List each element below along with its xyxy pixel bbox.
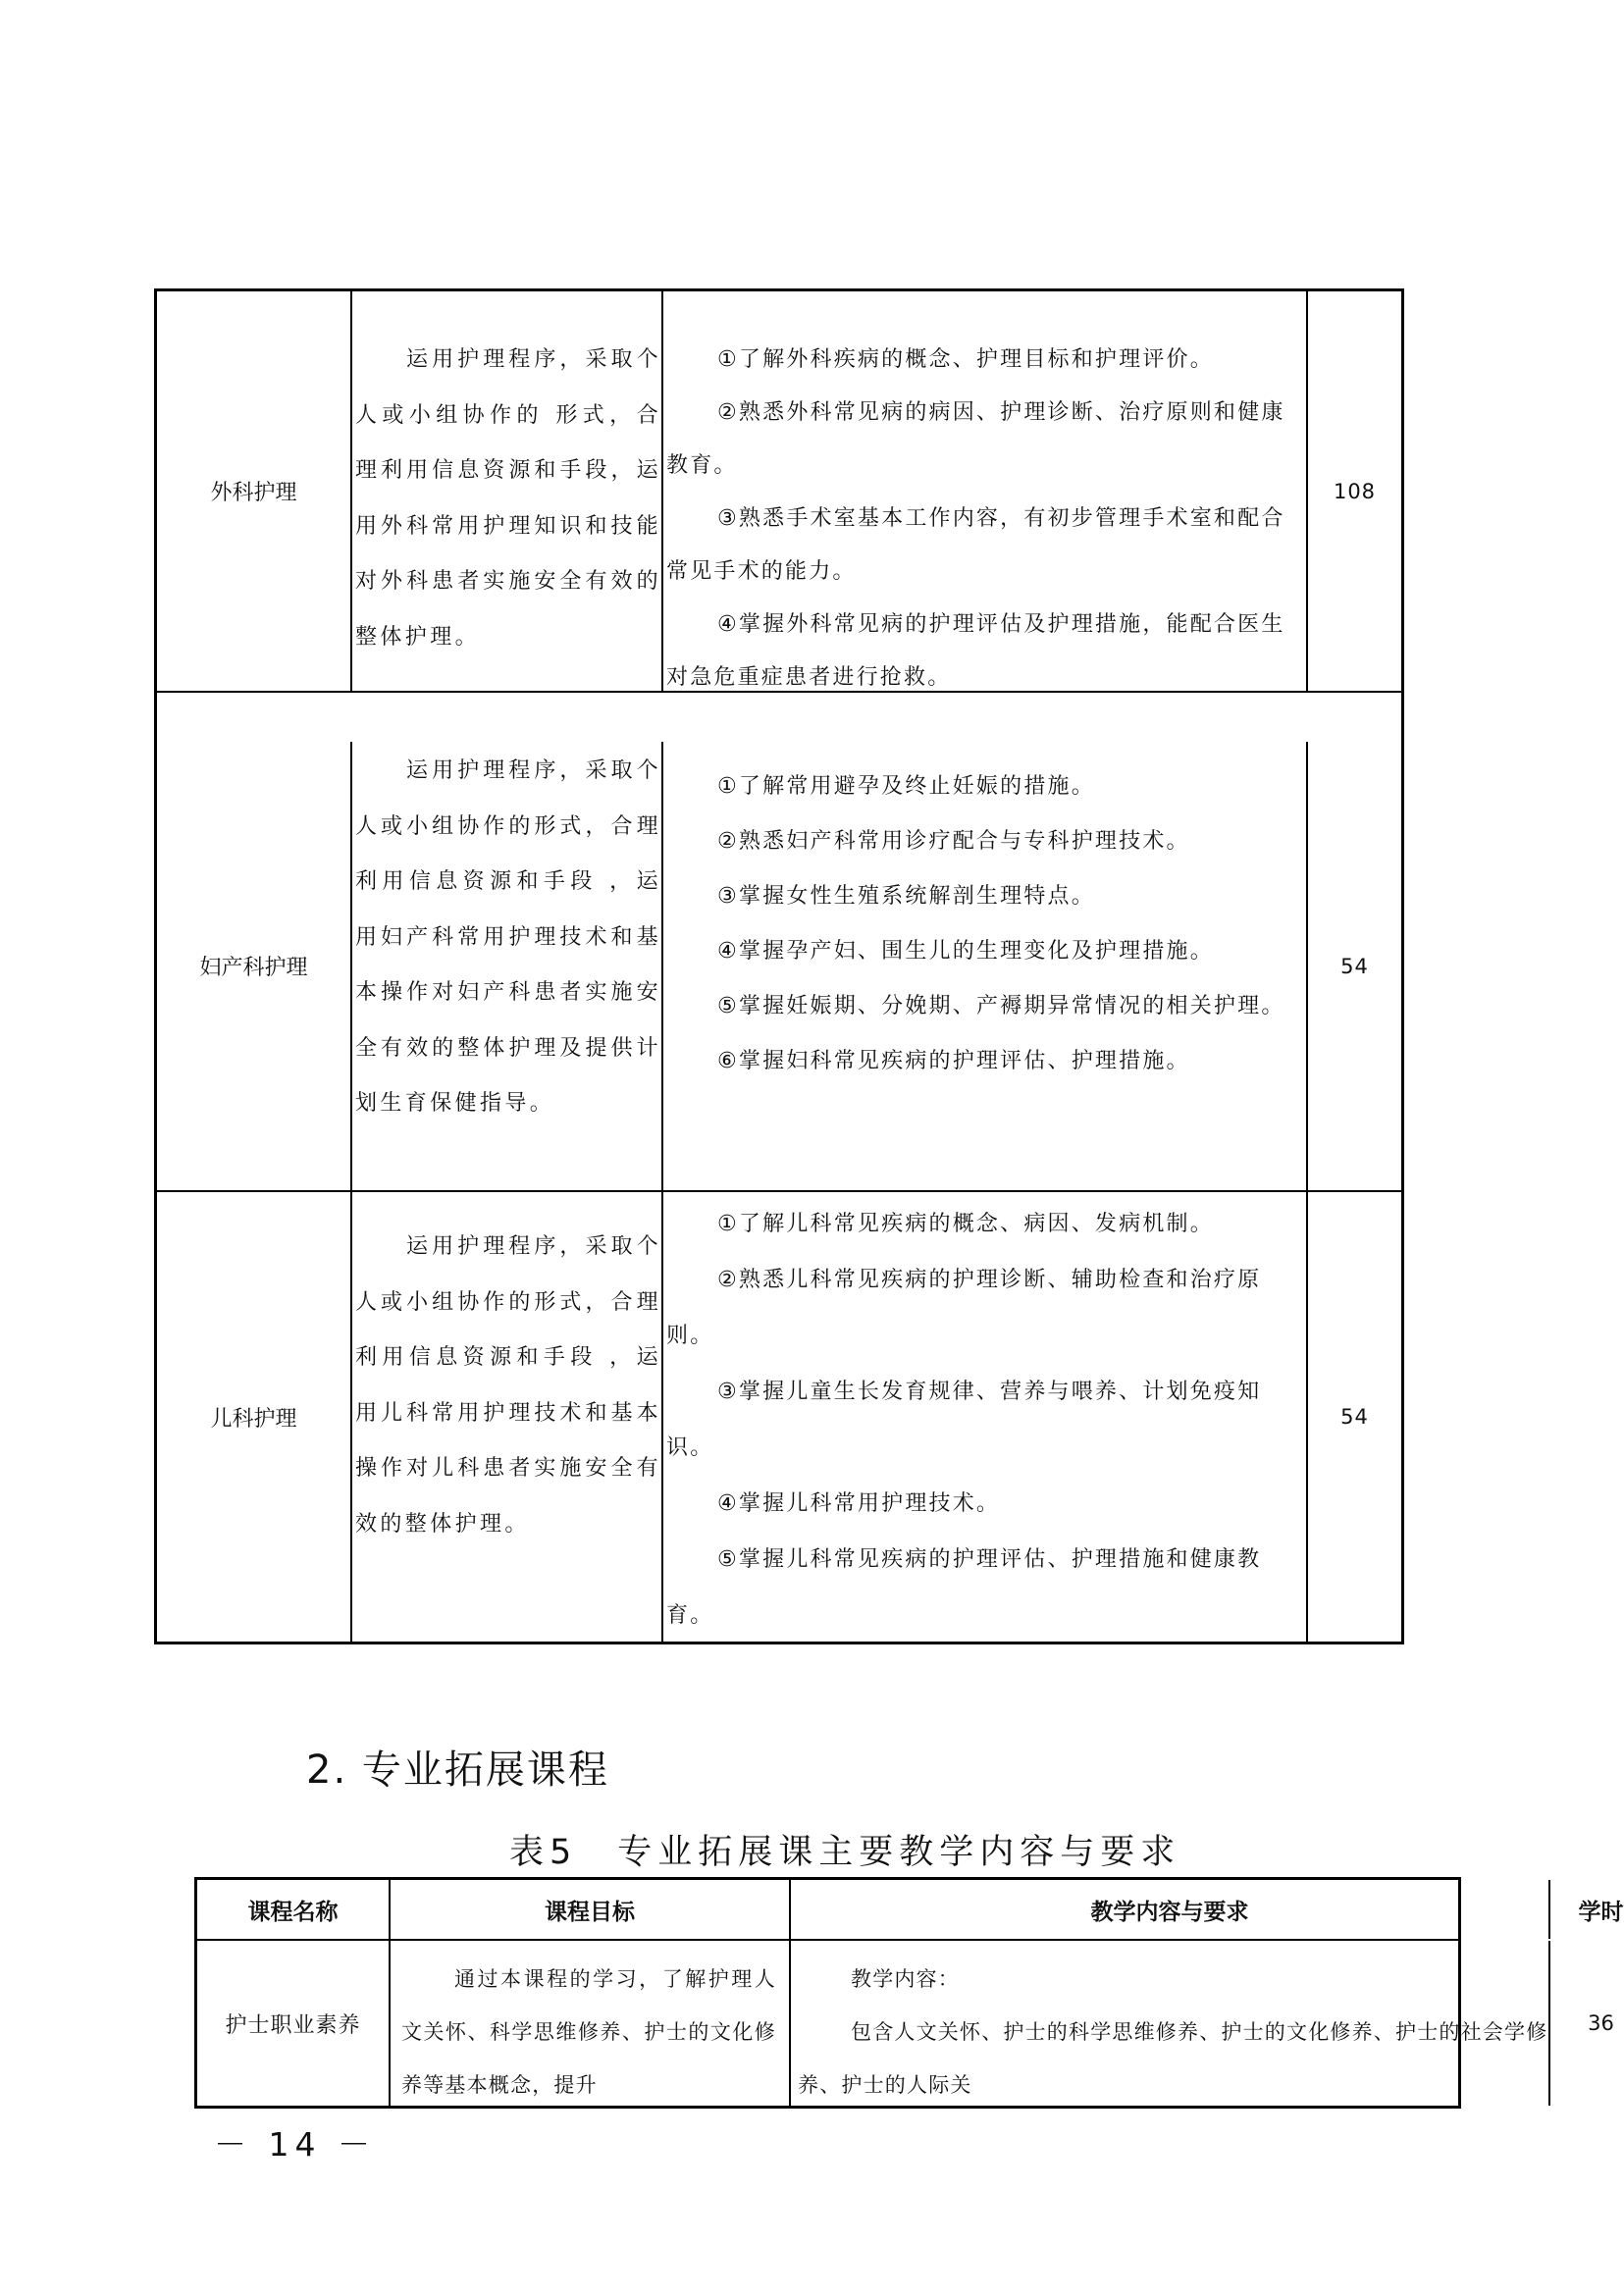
course-content: 教学内容： 包含人文关怀、护士的科学思维修养、护士的文化修养、护士的社会学修养、护士的人际关 [798, 1967, 1548, 2097]
table-row [157, 742, 1401, 1192]
header-course-hours: 学时 [1578, 1899, 1624, 1925]
course-content: ①了解常用避孕及终止妊娠的措施。 ②熟悉妇产科常用诊疗配合与专科护理技术。 ③掌握女性生殖系统解剖生理特点。 ④掌握孕产妇、围生儿的生理变化及护理措施。 ⑤掌握妊娠期、分娩期、产褥期异常情况的相关护理。 ⑥掌握妇科常见疾病的护理评估、护理措施。 [717, 774, 1285, 1073]
course-name: 外科护理 [210, 481, 297, 505]
divider [350, 1192, 352, 1642]
course-hours: 36 [1588, 2011, 1614, 2035]
course-goal: 运用护理程序，采取个人或小组协作的形式，合理利用信息资源和手段 ，运用妇产科常用护理技术和基本操作对妇产科患者实施安全有效的整体护理及提供计划生育保健指导。 [355, 758, 661, 1116]
section-title: 2. 专业拓展课程 [306, 1747, 609, 1793]
divider [350, 291, 352, 691]
table-header [197, 1880, 1624, 1941]
divider [389, 1941, 391, 2106]
course-hours: 54 [1340, 954, 1369, 978]
divider [661, 291, 663, 691]
divider [661, 1192, 663, 1642]
course-name: 儿科护理 [210, 1406, 297, 1432]
course-hours: 108 [1333, 479, 1377, 503]
divider [789, 1941, 791, 2106]
header-course-content: 教学内容与要求 [1090, 1899, 1249, 1925]
divider [661, 742, 663, 1190]
header-course-goal: 课程目标 [545, 1899, 635, 1925]
nursing-course-table [154, 288, 1404, 1644]
page-number: － 14 － [214, 2125, 376, 2164]
header-course-name: 课程名称 [247, 1899, 339, 1925]
table-row [157, 1192, 1401, 1642]
course-content: ①了解儿科常见疾病的概念、病因、发病机制。 ②熟悉儿科常见疾病的护理诊断、辅助检查和治疗原则。 ③掌握儿童生长发育规律、营养与喂养、计划免疫知识。 ④掌握儿科常用护理技术。 ⑤掌握儿科常见疾病的护理评估、护理措施和健康教育。 [666, 1212, 1262, 1628]
course-goal: 运用护理程序，采取个人或小组协作的 形式，合理利用信息资源和手段，运用外科常用护理知识和技能对外科患者实施安全有效的整体护理。 [355, 347, 661, 650]
course-name: 妇产科护理 [199, 956, 308, 980]
course-goal: 通过本课程的学习，了解护理人文关怀、科学思维修养、护士的文化修养等基本概念，提升 [401, 1967, 776, 2097]
divider [350, 742, 352, 1190]
course-hours: 54 [1340, 1405, 1369, 1429]
course-goal: 运用护理程序，采取个人或小组协作的形式，合理利用信息资源和手段 ，运用儿科常用护理技术和基本操作对儿科患者实施安全有效的整体护理。 [355, 1234, 661, 1537]
table-caption: 表5 专业拓展课主要教学内容与要求 [509, 1833, 1181, 1872]
extension-course-table [194, 1877, 1624, 2109]
course-name: 护士职业素养 [225, 2012, 361, 2038]
table-row [197, 1941, 1614, 2106]
course-content: ①了解外科疾病的概念、护理目标和护理评价。 ②熟悉外科常见病的病因、护理诊断、治疗原则和健康教育。 ③熟悉手术室基本工作内容，有初步管理手术室和配合常见手术的能力。 ④掌握外科常见病的护理评估及护理措施，能配合医生对急危重症患者进行抢救。 [666, 347, 1285, 690]
table-row [157, 291, 1401, 693]
